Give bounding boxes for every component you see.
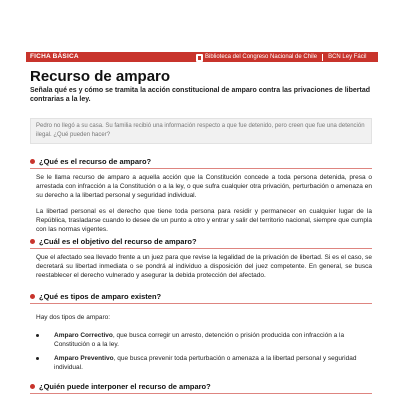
logo-text-secondary: BCN Ley Fácil [328,54,367,60]
bcn-logo [196,53,366,62]
section-question: ¿Cuál es el objetivo del recurso de amparo? [39,237,197,246]
list-item-text: , que busca corregir un arresto, detención o prisión producida con infracción a la Constitución o a la ley. [54,332,345,348]
library-logo-icon [196,54,203,62]
section-divider [30,168,372,169]
logo-text: Biblioteca del Congreso Nacional de Chile [205,54,318,60]
section-label: FICHA BÁSICA [30,53,79,60]
section-heading [30,382,211,391]
list-item [36,331,372,349]
section-divider [30,393,372,394]
bullet-dot-icon [30,384,35,389]
example-box [30,118,372,144]
paragraph: La libertad personal es el derecho que tiene toda persona para residir y permanecer en cualquier lugar de la República, trasladarse cuando lo desee de un punto a otro y entrar y salir del territorio nacional, siempre que cumpla con las normas vigentes. [36,208,372,233]
section-heading [30,157,151,166]
bullet-dot-icon [30,239,35,244]
bullet-icon [36,334,39,337]
section-heading [30,237,197,246]
list-item-term: Amparo Correctivo [54,332,113,339]
paragraph: Se le llama recurso de amparo a aquella acción que la Constitución concede a toda persona detenida, presa o arrestada con infracción a la Constitución o a la ley, o que sufra cualquier otra privación, perturbación o amenaza en su derecho a la libertad personal y seguridad individual. [36,174,372,199]
bullet-dot-icon [30,159,35,164]
section-question: ¿Qué es tipos de amparo existen? [39,292,162,301]
section-question: ¿Quién puede interponer el recurso de amparo? [39,382,211,391]
paragraph: Hay dos tipos de amparo: [36,314,111,321]
section-divider [30,303,372,304]
example-text: Pedro no llegó a su casa. Su familia recibió una información respecto a que fue detenido, pero creen que fue una detención ilegal. ¿Qué pueden hacer? [36,123,365,138]
list-item [36,354,372,372]
bullet-icon [36,357,39,360]
page-subtitle: Señala qué es y cómo se tramita la acción constitucional de amparo contra las privaciones de libertad contrarias a la ley. [30,87,371,103]
list-item-term: Amparo Preventivo [54,355,114,362]
logo-divider [322,54,323,61]
section-question: ¿Qué es el recurso de amparo? [39,157,152,166]
section-heading [30,292,161,301]
section-divider [30,248,372,249]
page-title: Recurso de amparo [30,68,171,85]
list-item-text: , que busca prevenir toda perturbación o amenaza a la libertad personal y seguridad individual. [54,355,357,371]
paragraph: Que el afectado sea llevado frente a un juez para que revise la legalidad de la privación de libertad. Si es el caso, se decretará su libertad inmediata o se pondrá al individuo a disposición del juez competente. En general, se busca reestablecer el derecho vulnerado y asegurar la debida protección del afectado. [36,254,372,279]
bullet-dot-icon [30,294,35,299]
